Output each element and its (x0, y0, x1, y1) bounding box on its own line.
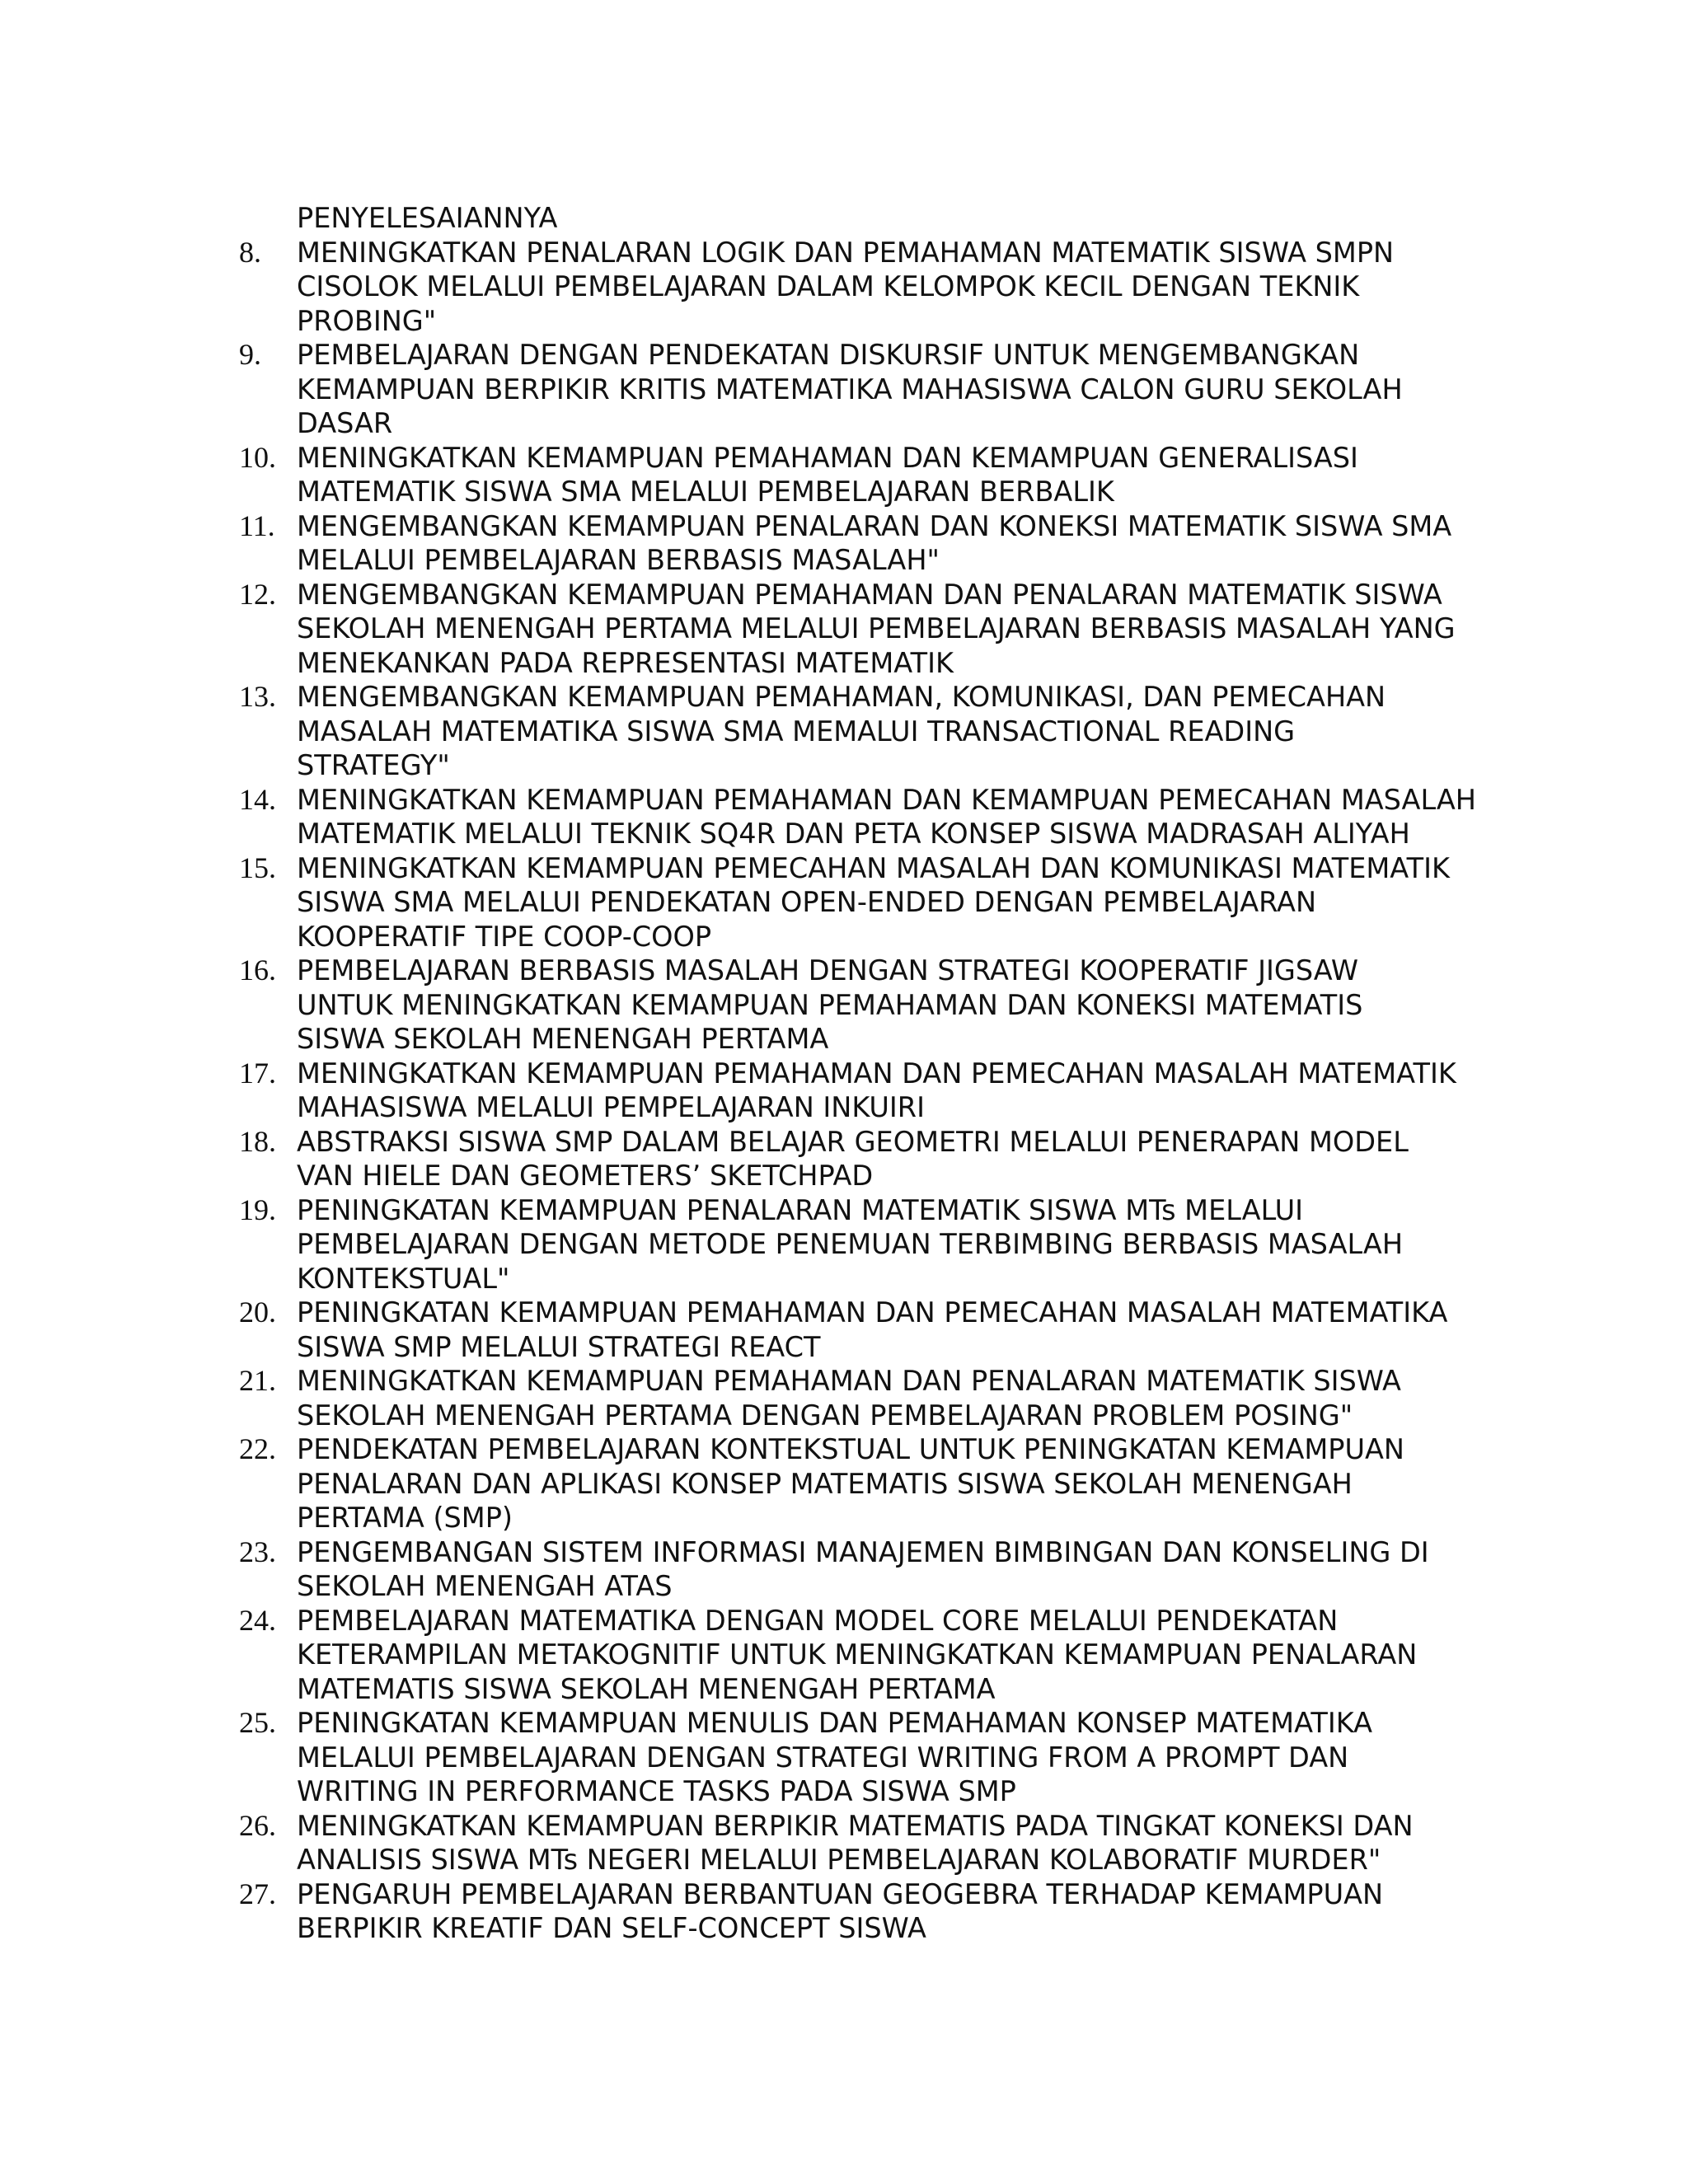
item-number: 25. (239, 1706, 276, 1739)
list-item (239, 1432, 1492, 1535)
item-title: PENINGKATAN KEMAMPUAN PEMAHAMAN DAN PEMECAHAN MASALAH MATEMATIKA SISWA SMP MELALUI STRATEGI REACT (297, 1296, 1448, 1363)
item-number: 15. (239, 851, 276, 884)
item-title: MENINGKATKAN KEMAMPUAN PEMAHAMAN DAN KEMAMPUAN PEMECAHAN MASALAH MATEMATIK MELALUI TEKNIK SQ4R DAN PETA KONSEP SISWA MADRASAH ALIYAH (297, 783, 1476, 850)
item-title: PEMBELAJARAN BERBASIS MASALAH DENGAN STRATEGI KOOPERATIF JIGSAW UNTUK MENINGKATKAN KEMAMPUAN PEMAHAMAN DAN KONEKSI MATEMATIS SISWA SEKOLAH MENENGAH PERTAMA (297, 954, 1363, 1055)
item-title: ABSTRAKSI SISWA SMP DALAM BELAJAR GEOMETRI MELALUI PENERAPAN MODEL VAN HIELE DAN GEOMETERS’ SKETCHPAD (297, 1125, 1409, 1192)
item-number: 18. (239, 1124, 276, 1158)
list-item (239, 1604, 1492, 1707)
list-item (239, 954, 1492, 1057)
list-item (239, 1125, 1492, 1193)
item-number: 13. (239, 680, 276, 713)
item-number: 17. (239, 1056, 276, 1090)
item-number: 21. (239, 1364, 276, 1397)
item-title: MENINGKATKAN KEMAMPUAN PEMAHAMAN DAN PEMECAHAN MASALAH MATEMATIK MAHASISWA MELALUI PEMPELAJARAN INKUIRI (297, 1057, 1456, 1123)
list-item (239, 1057, 1492, 1125)
list-item (239, 578, 1492, 681)
item-number: 12. (239, 577, 276, 611)
item-number: 20. (239, 1296, 276, 1329)
item-number: 11. (239, 509, 275, 542)
list-item (239, 509, 1492, 578)
item-number: 22. (239, 1432, 276, 1465)
list-item (239, 851, 1492, 954)
item-title: MENINGKATKAN KEMAMPUAN PEMECAHAN MASALAH DAN KOMUNIKASI MATEMATIK SISWA SMA MELALUI PENDEKATAN OPEN-ENDED DENGAN PEMBELAJARAN KOOPERATIF TIPE COOP-COOP (297, 851, 1450, 953)
item-title: MENINGKATKAN PENALARAN LOGIK DAN PEMAHAMAN MATEMATIK SISWA SMPN CISOLOK MELALUI PEMBELAJARAN DALAM KELOMPOK KECIL DENGAN TEKNIK PROBING" (297, 236, 1395, 337)
list-item (239, 1706, 1492, 1809)
item-number: 10. (239, 440, 276, 474)
item-title: MENINGKATKAN KEMAMPUAN PEMAHAMAN DAN PENALARAN MATEMATIK SISWA SEKOLAH MENENGAH PERTAMA DENGAN PEMBELAJARAN PROBLEM POSING" (297, 1365, 1401, 1432)
numbered-title-list (239, 201, 1492, 1946)
item-number: 27. (239, 1877, 276, 1910)
item-number: 19. (239, 1193, 276, 1226)
item-number: 14. (239, 782, 276, 816)
item-title: MENINGKATKAN KEMAMPUAN PEMAHAMAN DAN KEMAMPUAN GENERALISASI MATEMATIK SISWA SMA MELALUI PEMBELAJARAN BERBALIK (297, 441, 1358, 508)
list-item (239, 441, 1492, 509)
continuation-line: PENYELESAIANNYA (297, 202, 558, 234)
item-number: 26. (239, 1808, 276, 1842)
list-item (239, 1809, 1492, 1877)
item-number: 23. (239, 1535, 276, 1568)
list-item (239, 783, 1492, 851)
list-item (239, 1364, 1492, 1432)
item-number: 16. (239, 954, 276, 987)
item-title: MENINGKATKAN KEMAMPUAN BERPIKIR MATEMATIS PADA TINGKAT KONEKSI DAN ANALISIS SISWA MTs NEGERI MELALUI PEMBELAJARAN KOLABORATIF MURDER" (297, 1809, 1414, 1876)
item-title: MENGEMBANGKAN KEMAMPUAN PEMAHAMAN, KOMUNIKASI, DAN PEMECAHAN MASALAH MATEMATIKA SISWA SMA MEMALUI TRANSACTIONAL READING STRATEGY" (297, 681, 1386, 781)
item-title: PENDEKATAN PEMBELAJARAN KONTEKSTUAL UNTUK PENINGKATAN KEMAMPUAN PENALARAN DAN APLIKASI KONSEP MATEMATIS SISWA SEKOLAH MENENGAH PERTAMA (SMP) (297, 1433, 1404, 1534)
item-title: MENGEMBANGKAN KEMAMPUAN PENALARAN DAN KONEKSI MATEMATIK SISWA SMA MELALUI PEMBELAJARAN BERBASIS MASALAH" (297, 509, 1452, 576)
list-item (239, 680, 1492, 783)
item-title: PENGARUH PEMBELAJARAN BERBANTUAN GEOGEBRA TERHADAP KEMAMPUAN BERPIKIR KREATIF DAN SELF-CONCEPT SISWA (297, 1877, 1384, 1944)
list-item (239, 338, 1492, 441)
item-title: MENGEMBANGKAN KEMAMPUAN PEMAHAMAN DAN PENALARAN MATEMATIK SISWA SEKOLAH MENENGAH PERTAMA MELALUI PEMBELAJARAN BERBASIS MASALAH YANG MENEKANKAN PADA REPRESENTASI MATEMATIK (297, 578, 1456, 679)
item-title: PEMBELAJARAN MATEMATIKA DENGAN MODEL CORE MELALUI PENDEKATAN KETERAMPILAN METAKOGNITIF UNTUK MENINGKATKAN KEMAMPUAN PENALARAN MATEMATIS SISWA SEKOLAH MENENGAH PERTAMA (297, 1604, 1418, 1705)
list-item (239, 1877, 1492, 1946)
list-item (239, 236, 1492, 339)
item-title: PEMBELAJARAN DENGAN PENDEKATAN DISKURSIF UNTUK MENGEMBANGKAN KEMAMPUAN BERPIKIR KRITIS MATEMATIKA MAHASISWA CALON GURU SEKOLAH DASAR (297, 339, 1403, 439)
item-title: PENINGKATAN KEMAMPUAN PENALARAN MATEMATIK SISWA MTs MELALUI PEMBELAJARAN DENGAN METODE PENEMUAN TERBIMBING BERBASIS MASALAH KONTEKSTUAL" (297, 1193, 1404, 1295)
list-item (239, 1535, 1492, 1604)
item-title: PENINGKATAN KEMAMPUAN MENULIS DAN PEMAHAMAN KONSEP MATEMATIKA MELALUI PEMBELAJARAN DENGAN STRATEGI WRITING FROM A PROMPT DAN WRITING IN PERFORMANCE TASKS PADA SISWA SMP (297, 1707, 1373, 1807)
item-number: 24. (239, 1603, 276, 1637)
item-number: 8. (239, 235, 261, 269)
item-number: 9. (239, 338, 261, 371)
list-item (239, 1296, 1492, 1364)
list-item (239, 1193, 1492, 1296)
item-title: PENGEMBANGAN SISTEM INFORMASI MANAJEMEN BIMBINGAN DAN KONSELING DI SEKOLAH MENENGAH ATAS (297, 1535, 1429, 1602)
